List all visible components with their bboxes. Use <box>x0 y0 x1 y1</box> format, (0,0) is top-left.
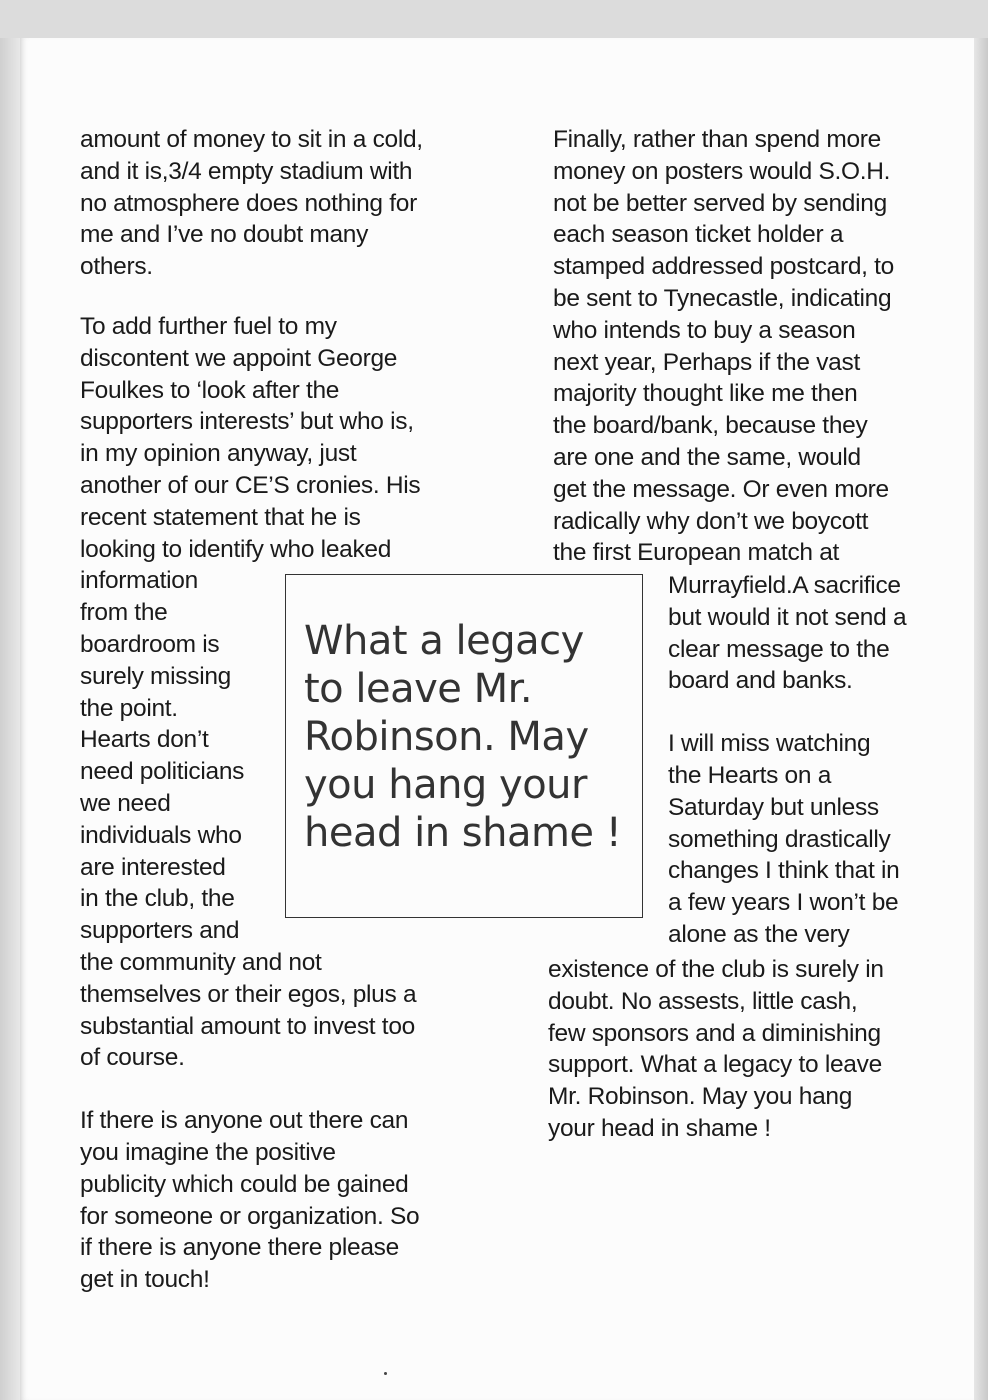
text-line: Finally, rather than spend more <box>553 126 881 153</box>
text-line: get the message. Or even more <box>553 475 889 503</box>
text-line: Hearts don’t <box>80 726 209 754</box>
text-line: individuals who <box>80 821 242 849</box>
text-line: clear message to the <box>668 635 890 663</box>
text-line: the point. <box>80 694 178 722</box>
text-line: changes I think that in <box>668 857 900 885</box>
text-line: you imagine the positive <box>80 1138 336 1166</box>
text-line: To add further fuel to my <box>80 312 337 340</box>
text-line: money on posters would S.O.H. <box>553 157 891 185</box>
right-para-1 <box>553 124 894 569</box>
text-line: others. <box>80 253 153 281</box>
text-line: are one and the same, would <box>553 443 861 471</box>
text-line: your head in shame ! <box>548 1114 771 1142</box>
text-line: each season ticket holder a <box>553 221 844 249</box>
right-column-narrow <box>668 570 906 951</box>
text-line: looking to identify who leaked <box>80 535 392 563</box>
text-line: get in touch! <box>80 1266 210 1294</box>
text-line: Saturday but unless <box>668 793 879 821</box>
text-line: a few years I won’t be <box>668 889 899 917</box>
pull-quote-box <box>285 574 643 918</box>
text-line: few sponsors and a diminishing <box>548 1019 881 1047</box>
text-line: no atmosphere does nothing for <box>80 189 417 217</box>
text-line: support. What a legacy to leave <box>548 1051 882 1079</box>
text-line: be sent to Tynecastle, indicating <box>553 284 892 312</box>
right-column-bottom <box>548 954 884 1145</box>
text-line: If there is anyone out there can <box>80 1107 409 1135</box>
text-line: are interested <box>80 853 226 881</box>
text-line: and it is,3/4 empty stadium with <box>80 157 413 185</box>
text-line: if there is anyone there please <box>80 1234 399 1262</box>
text-line: in my opinion anyway, just <box>80 440 357 468</box>
text-line: surely missing <box>80 662 232 690</box>
text-line: Foulkes to ‘look after the <box>80 376 340 404</box>
text-line: amount of money to sit in a cold, <box>80 126 423 153</box>
pull-quote-line: Robinson. May <box>304 714 589 760</box>
text-line: publicity which could be gained <box>80 1170 409 1198</box>
text-line: discontent we appoint George <box>80 344 398 372</box>
text-line: boardroom is <box>80 630 220 658</box>
text-line: of course. <box>80 1044 185 1072</box>
text-line: supporters and <box>80 917 240 945</box>
left-para-1 <box>80 124 423 283</box>
text-line: board and banks. <box>668 667 853 695</box>
right-column <box>553 124 894 569</box>
pull-quote-line: you hang your <box>304 762 587 808</box>
page-edge <box>974 38 988 1400</box>
text-line: the community and not <box>80 948 322 976</box>
text-line: from the <box>80 599 168 627</box>
text-line: the first European match at <box>553 539 840 567</box>
text-line: I will miss watching <box>668 730 871 758</box>
text-line: majority thought like me then <box>553 380 858 408</box>
text-line: supporters interests’ but who is, <box>80 408 414 436</box>
text-line: existence of the club is surely in <box>548 956 884 983</box>
pull-quote-line: to leave Mr. <box>304 666 533 712</box>
page-gutter <box>0 38 20 1400</box>
text-line: who intends to buy a season <box>553 316 856 344</box>
text-line: radically why don’t we boycott <box>553 507 869 535</box>
text-line: the Hearts on a <box>668 761 832 789</box>
text-line: stamped addressed postcard, to <box>553 253 895 281</box>
text-line: substantial amount to invest too <box>80 1012 415 1040</box>
pull-quote-line: What a legacy <box>304 618 584 664</box>
pull-quote-line: head in shame ! <box>304 810 622 856</box>
pull-quote-text <box>304 617 621 857</box>
text-line: me and I’ve no doubt many <box>80 221 369 249</box>
text-line: in the club, the <box>80 885 235 913</box>
text-line: themselves or their egos, plus a <box>80 980 417 1008</box>
text-line: need politicians <box>80 758 245 786</box>
text-line: the board/bank, because they <box>553 412 868 440</box>
text-line: recent statement that he is <box>80 503 361 531</box>
text-line: but would it not send a <box>668 603 907 631</box>
text-line: alone as the very <box>668 920 850 948</box>
text-line: we need <box>80 789 171 817</box>
text-line: something drastically <box>668 825 891 853</box>
text-line: Mr. Robinson. May you hang <box>548 1083 853 1111</box>
text-line: doubt. No assests, little cash, <box>548 987 858 1015</box>
text-line: information <box>80 567 198 595</box>
text-line: next year, Perhaps if the vast <box>553 348 860 376</box>
left-para-3 <box>80 1105 423 1296</box>
text-line: another of our CE’S cronies. His <box>80 471 421 499</box>
text-line: Murrayfield.A sacrifice <box>668 572 901 599</box>
text-line: for someone or organization. So <box>80 1202 420 1230</box>
page-mark <box>384 1372 387 1375</box>
text-line: not be better served by sending <box>553 189 887 217</box>
